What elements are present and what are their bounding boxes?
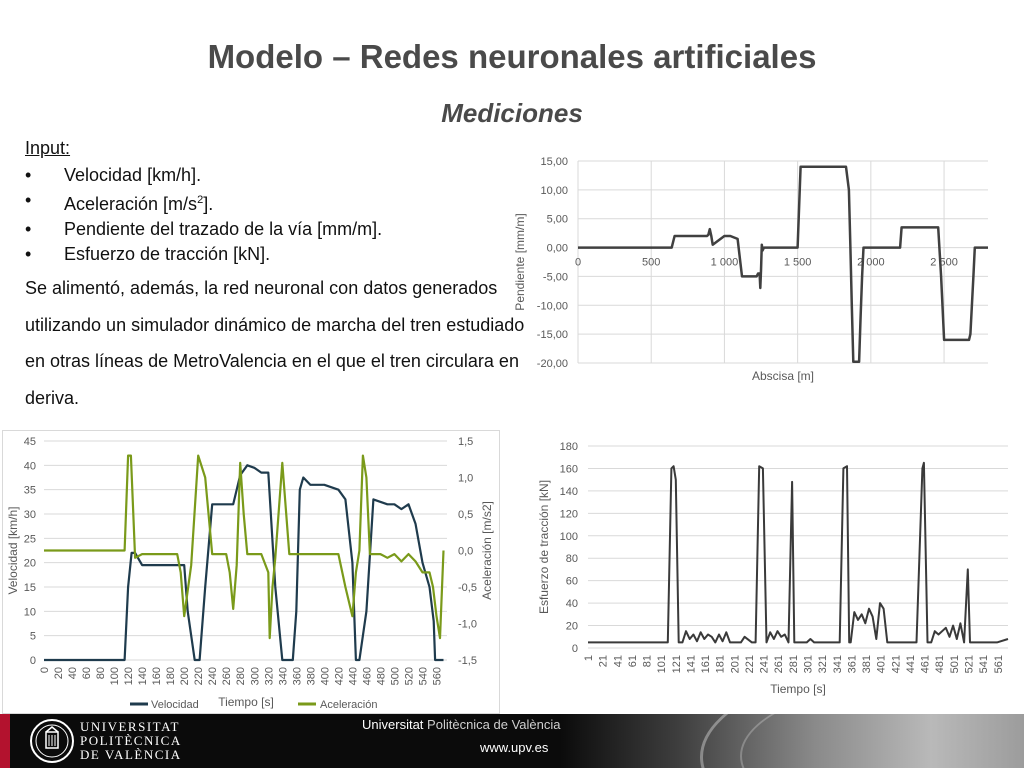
y-tick-label: -20,00 (536, 358, 568, 370)
x-tick-label: 261 (773, 655, 786, 674)
chart-velocidad-aceleracion (2, 430, 502, 714)
x-tick-label: 540 (417, 667, 430, 686)
x-tick-label: 520 (403, 667, 416, 686)
x-tick-label: 120 (123, 667, 136, 686)
y-tick-label: 45 (23, 436, 36, 448)
y-right-tick-label: 0,0 (458, 545, 474, 558)
y-right-axis-title: Aceleración [m/s2] (480, 501, 494, 600)
y-right-tick-label: -1,0 (458, 618, 477, 631)
x-tick-label: 280 (235, 667, 248, 686)
series-line-traccion (588, 463, 1008, 643)
y-right-tick-label: 1,5 (458, 436, 474, 448)
x-tick-label: 420 (333, 667, 346, 686)
x-tick-label: 1 500 (783, 256, 812, 269)
x-tick-label: 320 (263, 667, 276, 686)
y-tick-label: 15 (23, 582, 36, 594)
x-tick-label: 40 (67, 667, 80, 680)
y-tick-label: 180 (559, 441, 578, 453)
x-tick-label: 200 (179, 667, 192, 686)
x-tick-label: 341 (831, 655, 844, 674)
x-tick-label: 2 500 (930, 256, 958, 269)
y-tick-label: 160 (559, 463, 578, 476)
x-tick-label: 500 (389, 667, 402, 686)
legend-label-aceleracion: Aceleración (320, 699, 378, 711)
x-tick-label: 440 (347, 667, 360, 686)
x-tick-label: 500 (642, 256, 661, 269)
x-tick-label: 2 000 (857, 256, 885, 269)
y-tick-label: 5,00 (546, 213, 568, 226)
wordmark-line: DE VALÈNCIA (80, 747, 182, 762)
x-tick-label: 381 (861, 655, 874, 674)
wordmark-line: UNIVERSITAT (80, 719, 180, 734)
y-axis-title: Velocidad [km/h] (6, 506, 20, 595)
bullet-item (25, 242, 382, 267)
x-tick-label: 380 (305, 667, 318, 686)
x-tick-label: 141 (685, 655, 698, 674)
bullet-item (25, 188, 382, 217)
x-tick-label: 340 (277, 667, 290, 686)
x-tick-label: 221 (743, 655, 756, 674)
x-tick-label: 0 (574, 256, 582, 269)
y-right-tick-label: -0,5 (458, 582, 477, 594)
x-tick-label: 0 (39, 667, 51, 674)
x-tick-label: 1 000 (710, 256, 739, 269)
footer-website-link[interactable]: www.upv.es (480, 740, 549, 755)
x-tick-label: 21 (597, 655, 610, 668)
x-tick-label: 300 (249, 667, 262, 686)
university-crest-icon (28, 718, 76, 764)
x-axis-title: Tiempo [s] (770, 682, 826, 696)
y-tick-label: 140 (559, 485, 578, 498)
footer-bar (0, 714, 1024, 768)
x-axis-title: Tiempo [s] (218, 695, 274, 709)
x-tick-label: 401 (875, 655, 888, 674)
bullet-text: Pendiente del trazado de la vía [mm/m]. (64, 219, 383, 239)
y-tick-label: 30 (23, 509, 36, 521)
footer-univ-first: Universitat (362, 717, 424, 732)
x-tick-label: 81 (641, 655, 654, 668)
y-axis-title: Esfuerzo de tracción [kN] (537, 479, 551, 615)
x-tick-label: 360 (291, 667, 304, 686)
y-tick-label: 0 (29, 655, 36, 667)
x-tick-label: 560 (431, 667, 444, 686)
x-tick-label: 160 (151, 667, 164, 686)
bullet-marker: • (25, 190, 32, 210)
x-tick-label: 20 (53, 667, 66, 680)
chart-esfuerzo-traccion (528, 435, 1018, 703)
x-tick-label: 480 (375, 667, 388, 686)
x-tick-label: 501 (948, 655, 961, 674)
y-tick-label: 35 (23, 484, 36, 497)
chart-pendiente (508, 145, 998, 390)
x-tick-label: 180 (165, 667, 178, 686)
x-tick-label: 100 (109, 667, 122, 686)
y-axis-title: Pendiente [mm/m] (513, 213, 527, 311)
bullet-superscript: 2 (197, 194, 204, 206)
y-right-tick-label: 0,5 (458, 509, 474, 521)
x-axis-title: Abscisa [m] (751, 369, 815, 383)
input-bullet-list (25, 163, 382, 267)
x-tick-label: 461 (919, 655, 932, 674)
legend-label-velocidad: Velocidad (151, 699, 199, 711)
y-tick-label: 10,00 (540, 184, 568, 197)
y-right-tick-label: 1,0 (458, 472, 474, 485)
x-tick-label: 441 (904, 655, 917, 674)
y-right-tick-label: -1,5 (458, 655, 477, 667)
x-tick-label: 541 (978, 655, 991, 674)
x-tick-label: 361 (846, 655, 859, 674)
y-tick-label: -5,00 (542, 271, 568, 284)
y-tick-label: -10,00 (536, 300, 568, 313)
y-tick-label: 5 (29, 630, 36, 643)
x-tick-label: 1 (583, 655, 595, 662)
x-tick-label: 60 (81, 667, 94, 680)
x-tick-label: 140 (137, 667, 150, 686)
y-tick-label: 120 (559, 508, 578, 521)
x-tick-label: 400 (319, 667, 332, 686)
y-tick-label: 60 (565, 575, 578, 588)
description-paragraph: Se alimentó, además, la red neuronal con datos generados utilizando un simulador dinámico de marcha del tren estudiado en otras líneas de MetroValencia en el que el tren circulara en deriva. (25, 278, 525, 408)
x-tick-label: 421 (890, 655, 903, 674)
x-tick-label: 220 (193, 667, 206, 686)
x-tick-label: 161 (700, 655, 713, 674)
x-tick-label: 101 (656, 655, 669, 674)
input-heading: Input: (25, 138, 71, 158)
y-tick-label: 40 (23, 460, 36, 473)
y-tick-label: 0 (571, 643, 578, 655)
bullet-text: Esfuerzo de tracción [kN]. (64, 244, 271, 264)
y-tick-label: 40 (565, 598, 578, 611)
bullet-item (25, 217, 382, 242)
y-tick-label: 25 (23, 533, 36, 546)
x-tick-label: 321 (817, 655, 830, 674)
bullet-text: Aceleración [m/s (64, 194, 198, 214)
x-tick-label: 61 (626, 655, 639, 668)
y-tick-label: 80 (565, 553, 578, 566)
bullet-item (25, 163, 382, 188)
bullet-marker: • (25, 244, 32, 264)
x-tick-label: 260 (221, 667, 234, 686)
x-tick-label: 241 (758, 655, 771, 674)
bullet-text: Velocidad [km/h]. (64, 165, 202, 185)
seal-ring-decoration (740, 714, 1024, 768)
x-tick-label: 521 (963, 655, 976, 674)
bullet-text-end: ]. (203, 194, 214, 214)
y-tick-label: 15,00 (540, 156, 568, 168)
bullet-marker: • (25, 219, 32, 239)
footer-accent (0, 714, 10, 768)
slide-subtitle: Mediciones (441, 98, 583, 128)
x-tick-label: 281 (787, 655, 800, 674)
x-tick-label: 460 (361, 667, 374, 686)
x-tick-label: 121 (670, 655, 683, 674)
y-tick-label: 10 (23, 606, 36, 619)
y-tick-label: 0,00 (546, 242, 568, 255)
slide-title: Modelo – Redes neuronales artificiales (207, 38, 817, 75)
x-tick-label: 561 (992, 655, 1005, 674)
x-tick-label: 80 (95, 667, 108, 680)
footer-univ-rest: Politècnica de València (427, 717, 561, 732)
x-tick-label: 41 (612, 655, 625, 668)
y-tick-label: -15,00 (536, 329, 568, 342)
y-tick-label: 100 (559, 530, 578, 543)
x-tick-label: 181 (714, 655, 727, 674)
x-tick-label: 301 (802, 655, 815, 674)
y-tick-label: 20 (23, 557, 36, 570)
x-tick-label: 481 (934, 655, 947, 674)
wordmark-line: POLITÈCNICA (80, 733, 182, 748)
bullet-marker: • (25, 165, 32, 185)
university-wordmark (80, 720, 182, 762)
x-tick-label: 201 (729, 655, 742, 674)
y-tick-label: 20 (565, 620, 578, 633)
x-tick-label: 240 (207, 667, 220, 686)
footer-university-name (362, 717, 561, 732)
